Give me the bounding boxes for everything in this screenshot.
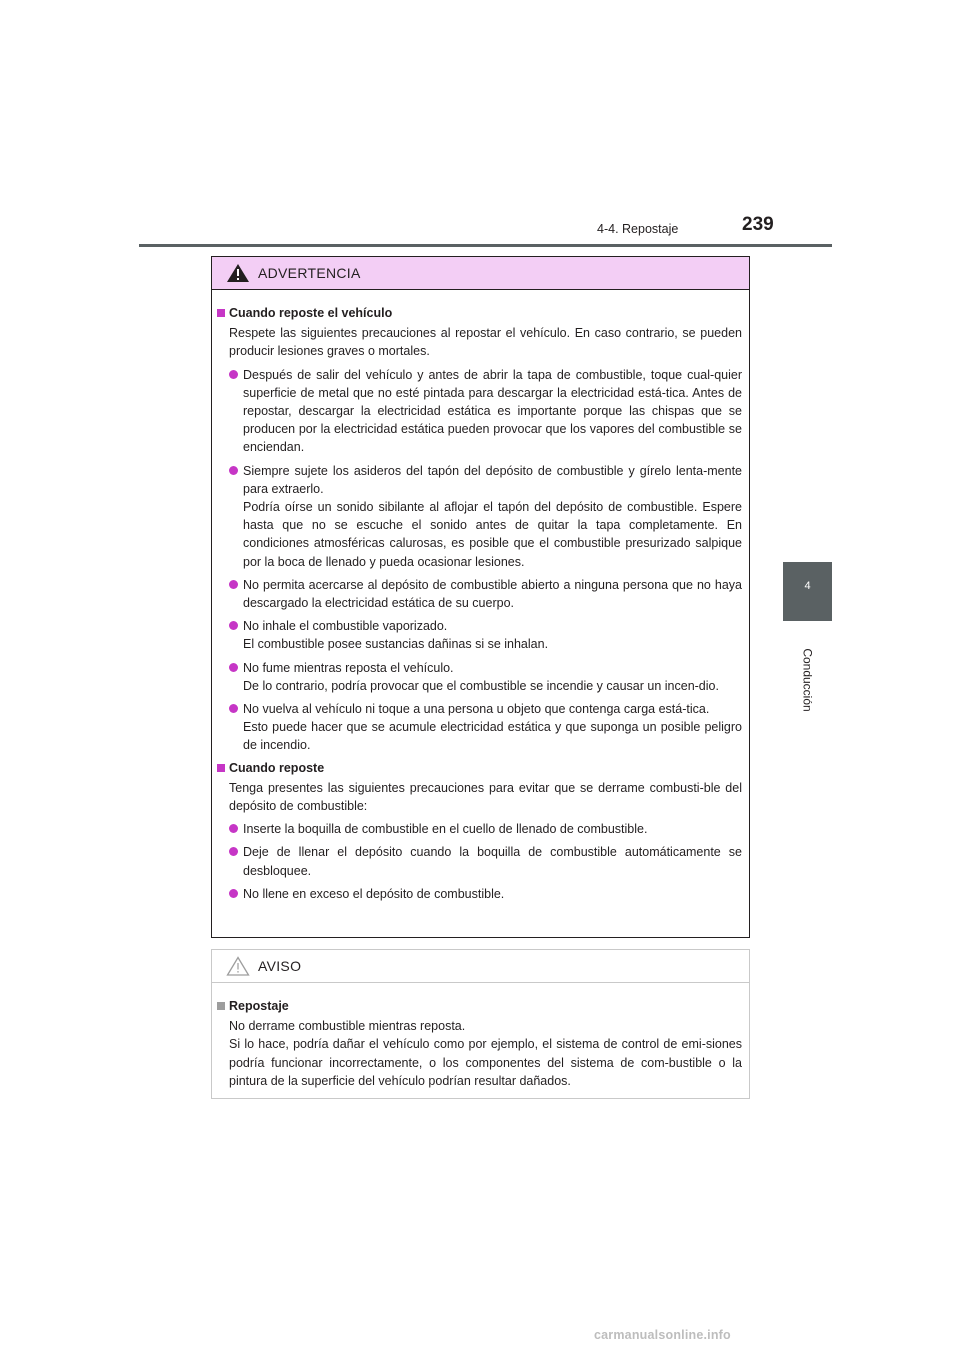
round-bullet-icon xyxy=(229,889,238,898)
list-item: No llene en exceso el depósito de combustible. xyxy=(217,885,742,903)
square-bullet-icon xyxy=(217,764,225,772)
round-bullet-icon xyxy=(229,704,238,713)
section-title: 4-4. Repostaje xyxy=(597,222,679,236)
page-number: 239 xyxy=(742,214,774,235)
round-bullet-icon xyxy=(229,847,238,856)
warning-header xyxy=(212,257,749,290)
warning-title: ADVERTENCIA xyxy=(258,265,361,281)
chapter-tab xyxy=(783,562,832,621)
section-heading: Cuando reposte xyxy=(217,759,742,777)
round-bullet-icon xyxy=(229,824,238,833)
chapter-label xyxy=(783,620,832,740)
round-bullet-icon xyxy=(229,580,238,589)
round-bullet-icon xyxy=(229,621,238,630)
warning-box xyxy=(211,256,750,938)
header-rule xyxy=(139,244,832,247)
list-item: No vuelva al vehículo ni toque a una persona u objeto que contenga carga está-tica. Esto puede hacer que se acumule electricidad estática y que suponga un posible peligro de incendio. xyxy=(217,700,742,755)
square-bullet-icon xyxy=(217,309,225,317)
section-intro: Tenga presentes las siguientes precauciones para evitar que se derrame combusti-ble del depósito de combustible: xyxy=(229,780,742,814)
round-bullet-icon xyxy=(229,663,238,672)
chapter-number: 4 xyxy=(804,580,811,592)
list-item: Deje de llenar el depósito cuando la boquilla de combustible automáticamente se desbloquee. xyxy=(217,843,742,879)
chapter-title: Conducción xyxy=(800,648,815,712)
warning-triangle-icon xyxy=(226,263,250,283)
round-bullet-icon xyxy=(229,370,238,379)
notice-title: AVISO xyxy=(258,958,302,974)
notice-box xyxy=(211,949,750,1099)
list-item: Siempre sujete los asideros del tapón del depósito de combustible y gírelo lenta-mente para extraerlo. Podría oírse un sonido sibilante al aflojar el tapón del depósito de combustible. Espere hasta que no se escuche el sonido antes de quitar la tapa completamente. En condiciones atmosféricas calurosas, es posible que el combustible presurizado salpique por la boca de llenado y pueda ocasionar lesiones. xyxy=(217,462,742,571)
square-bullet-icon xyxy=(217,1002,225,1010)
round-bullet-icon xyxy=(229,466,238,475)
section-heading: Cuando reposte el vehículo xyxy=(217,304,742,322)
list-item: No fume mientras reposta el vehículo. De lo contrario, podría provocar que el combustible se incendie y causar un incen-dio. xyxy=(217,659,742,695)
section-intro: Respete las siguientes precauciones al repostar el vehículo. En caso contrario, se pueden producir lesiones graves o mortales. xyxy=(229,326,742,359)
list-item: Después de salir del vehículo y antes de abrir la tapa de combustible, toque cual-quier superficie de metal que no esté pintada para descargar la electricidad está-tica. Antes de repostar, descargar la electricidad estática es importante porque las chispas que se producen por la electricidad estática pueden provocar que los vapores del combustible se enciendan. xyxy=(217,366,742,457)
notice-text: No derrame combustible mientras reposta. Si lo hace, podría dañar el vehículo como por ejemplo, el sistema de control de emi-siones podría funcionar incorrectamente, o los componentes del sistema de com-bustible o la pintura de la superficie del vehículo podrían resultar dañados. xyxy=(229,1019,742,1088)
list-item: Inserte la boquilla de combustible en el cuello de llenado de combustible. xyxy=(217,820,742,838)
list-item: No permita acercarse al depósito de combustible abierto a ninguna persona que no haya descargado la electricidad estática de su cuerpo. xyxy=(217,576,742,612)
notice-header xyxy=(212,950,749,983)
section-heading: Repostaje xyxy=(217,997,742,1015)
watermark: carmanualsonline.info xyxy=(594,1328,731,1342)
list-item: No inhale el combustible vaporizado. El combustible posee sustancias dañinas si se inhalan. xyxy=(217,617,742,653)
caution-triangle-icon xyxy=(226,956,250,976)
